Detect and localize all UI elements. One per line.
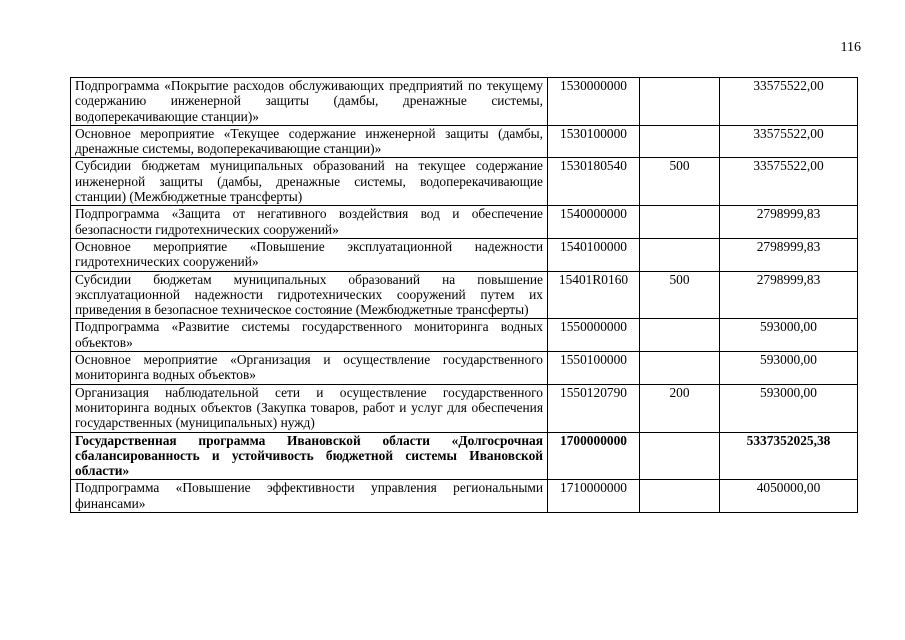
row-code-cell: 1540000000 xyxy=(548,206,640,239)
table-row xyxy=(71,238,858,271)
row-expense-type-cell: 200 xyxy=(640,384,720,432)
row-expense-type-cell: 500 xyxy=(640,271,720,319)
row-name-cell: Основное мероприятие «Текущее содержание инженерной защиты (дамбы, дренажные системы, водоперекачивающие станции)» xyxy=(71,125,548,158)
table-row xyxy=(71,432,858,480)
table-row xyxy=(71,480,858,513)
row-code-cell: 1530180540 xyxy=(548,158,640,206)
row-code-cell: 1710000000 xyxy=(548,480,640,513)
row-amount-cell: 2798999,83 xyxy=(720,271,858,319)
row-amount-cell: 5337352025,38 xyxy=(720,432,858,480)
row-code-cell: 15401R0160 xyxy=(548,271,640,319)
row-expense-type-cell xyxy=(640,125,720,158)
row-expense-type-cell xyxy=(640,238,720,271)
row-amount-cell: 33575522,00 xyxy=(720,78,858,126)
row-name-cell: Основное мероприятие «Организация и осуществление государственного мониторинга водных объектов» xyxy=(71,352,548,385)
row-amount-cell: 593000,00 xyxy=(720,352,858,385)
row-name-cell: Организация наблюдательной сети и осуществление государственного мониторинга водных объектов (Закупка товаров, работ и услуг для обеспечения государственных (муниципальных) нужд) xyxy=(71,384,548,432)
table-row xyxy=(71,78,858,126)
row-amount-cell: 4050000,00 xyxy=(720,480,858,513)
table-row xyxy=(71,384,858,432)
row-expense-type-cell xyxy=(640,480,720,513)
row-amount-cell: 2798999,83 xyxy=(720,238,858,271)
row-amount-cell: 593000,00 xyxy=(720,319,858,352)
row-expense-type-cell xyxy=(640,352,720,385)
row-name-cell: Подпрограмма «Защита от негативного воздействия вод и обеспечение безопасности гидротехнических сооружений» xyxy=(71,206,548,239)
row-name-cell: Субсидии бюджетам муниципальных образований на текущее содержание инженерной защиты (дамбы, дренажные системы, водоперекачивающие станции) (Межбюджетные трансферты) xyxy=(71,158,548,206)
row-code-cell: 1540100000 xyxy=(548,238,640,271)
row-name-cell: Государственная программа Ивановской области «Долгосрочная сбалансированность и устойчивость бюджетной системы Ивановской области» xyxy=(71,432,548,480)
row-amount-cell: 593000,00 xyxy=(720,384,858,432)
row-code-cell: 1550120790 xyxy=(548,384,640,432)
table-row xyxy=(71,206,858,239)
row-expense-type-cell xyxy=(640,319,720,352)
row-code-cell: 1530000000 xyxy=(548,78,640,126)
table-row xyxy=(71,125,858,158)
row-expense-type-cell xyxy=(640,432,720,480)
row-code-cell: 1550100000 xyxy=(548,352,640,385)
row-expense-type-cell: 500 xyxy=(640,158,720,206)
row-expense-type-cell xyxy=(640,206,720,239)
table-row xyxy=(71,158,858,206)
row-name-cell: Подпрограмма «Повышение эффективности управления региональными финансами» xyxy=(71,480,548,513)
row-expense-type-cell xyxy=(640,78,720,126)
row-code-cell: 1530100000 xyxy=(548,125,640,158)
row-code-cell: 1550000000 xyxy=(548,319,640,352)
row-name-cell: Подпрограмма «Покрытие расходов обслуживающих предприятий по текущему содержанию инженерной защиты (дамбы, дренажные системы, водоперекачивающие станции)» xyxy=(71,78,548,126)
row-amount-cell: 2798999,83 xyxy=(720,206,858,239)
row-name-cell: Субсидии бюджетам муниципальных образований на повышение эксплуатационной надежности гидротехнических сооружений путем их приведения в безопасное техническое состояние (Межбюджетные трансферты) xyxy=(71,271,548,319)
page-number: 116 xyxy=(840,40,861,55)
budget-table xyxy=(70,77,858,513)
row-name-cell: Основное мероприятие «Повышение эксплуатационной надежности гидротехнических сооружений» xyxy=(71,238,548,271)
row-name-cell: Подпрограмма «Развитие системы государственного мониторинга водных объектов» xyxy=(71,319,548,352)
table-row xyxy=(71,271,858,319)
table-row xyxy=(71,319,858,352)
row-amount-cell: 33575522,00 xyxy=(720,125,858,158)
row-amount-cell: 33575522,00 xyxy=(720,158,858,206)
budget-table-body xyxy=(71,78,858,513)
table-row xyxy=(71,352,858,385)
row-code-cell: 1700000000 xyxy=(548,432,640,480)
